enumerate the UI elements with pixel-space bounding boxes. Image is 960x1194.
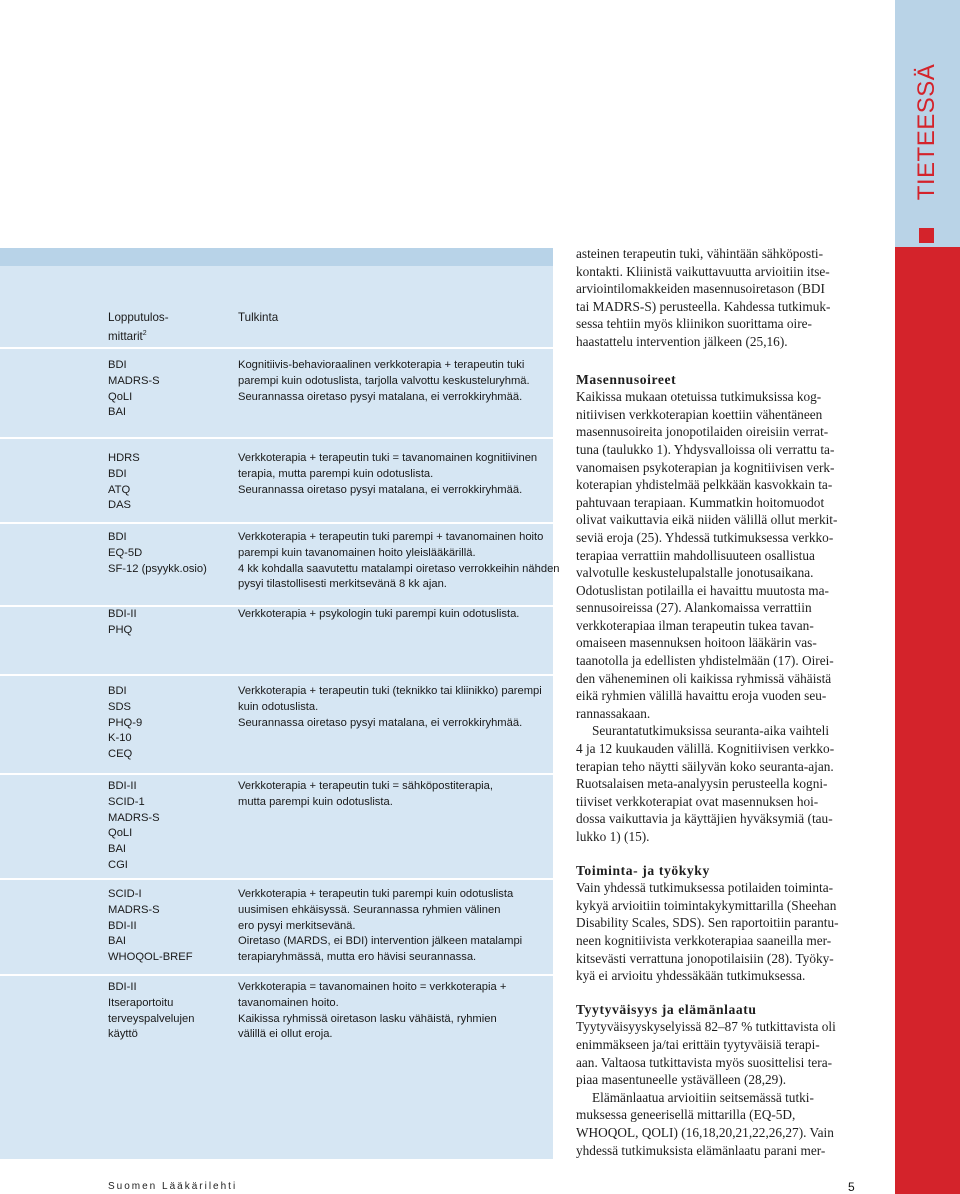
result-line: Verkkoterapia + terapeutin tuki = tavanomainen kognitiivinen <box>238 452 538 464</box>
measure: ATQ <box>108 483 131 496</box>
measure: BDI <box>108 467 127 480</box>
result-line: terapia, mutta parempi kuin odotuslista. <box>238 467 434 480</box>
text-line: aan. Valtaosa tutkittavista myös suosittelisi tera- <box>576 1054 833 1070</box>
text-line: 4 ja 12 kuukauden välillä. Kognitiivisen verkko- <box>576 741 835 757</box>
result-cell <box>238 530 560 593</box>
table-row <box>0 605 553 676</box>
header-measures <box>108 310 228 344</box>
measure: MADRS-S <box>108 903 160 916</box>
measures-cell <box>108 684 228 763</box>
body-paragraph <box>576 722 856 845</box>
result-line: välillä ei ollut eroja. <box>238 1028 333 1041</box>
result-line: Seurannassa oiretaso pysyi matalana, ei verrokkiryhmää. <box>238 716 523 729</box>
table-row <box>0 773 553 880</box>
page-number: 5 <box>848 1180 855 1194</box>
text-line: kykyä arvioitiin toimintakykymittarilla (Sheehan <box>576 897 837 913</box>
text-line: Disability Scales, SDS). Sen raportoitiin parantu- <box>576 915 839 931</box>
text-line: tai MADRS-S) perusteella. Kahdessa tutkimuk- <box>576 298 831 314</box>
table-row <box>0 522 560 607</box>
measure: Itseraportoitu <box>108 996 174 1009</box>
measures-cell <box>108 779 228 874</box>
result-line: mutta parempi kuin odotuslista. <box>238 795 393 808</box>
result-cell <box>238 779 543 811</box>
result-cell <box>238 887 543 966</box>
body-paragraph <box>576 1089 856 1159</box>
section-marker-square <box>919 228 934 243</box>
measures-cell <box>108 980 228 1043</box>
measure: WHOQOL-BREF <box>108 951 193 964</box>
measures-cell <box>108 887 228 966</box>
result-line: uusimisen ehkäisyssä. Seurannassa ryhmien välinen <box>238 903 501 916</box>
text-line: yhdessä tutkimuksista elämänlaatu parani mer- <box>576 1142 826 1158</box>
text-line: eikä ryhmien välillä havaittu eroja vuoden seu- <box>576 688 827 704</box>
table-row <box>0 347 553 439</box>
text-line: lukko 1) (15). <box>576 829 650 844</box>
section-heading: Tyytyväisyys ja elämänlaatu <box>576 1001 757 1017</box>
measure: BAI <box>108 843 127 856</box>
table-row <box>0 974 553 1161</box>
result-line: Verkkoterapia + terapeutin tuki (teknikko tai kliinikko) parempi <box>238 685 542 697</box>
header-result: Tulkinta <box>238 311 279 324</box>
text-line: Tyytyväisyyskyselyissä 82–87 % tutkittavista oli <box>576 1019 836 1035</box>
text-line: haastattelu intervention jälkeen (25,16). <box>576 333 788 349</box>
article-column <box>576 245 856 1159</box>
body-paragraph <box>576 1018 856 1088</box>
results-table <box>0 248 560 1159</box>
result-line: Verkkoterapia + psykologin tuki parempi kuin odotuslista. <box>238 608 520 620</box>
section-tab <box>895 0 960 1194</box>
section-tab-bottom <box>895 247 960 1194</box>
result-cell <box>238 451 543 498</box>
measure: PHQ-9 <box>108 716 143 729</box>
header-measures-line: Lopputulos- <box>108 311 169 324</box>
measure: QoLI <box>108 390 133 403</box>
text-line: terapiaa verrattiin mahdollisuuteen osallistua <box>576 547 815 563</box>
result-cell <box>238 358 543 405</box>
text-line: muksessa geneerisellä mittarilla (EQ-5D, <box>576 1107 796 1123</box>
text-line: Seurantatutkimuksissa seuranta-aika vaihteli <box>592 723 830 739</box>
text-line: kontakti. Kliinistä vaikuttavuutta arvioitiin itse- <box>576 263 830 279</box>
measures-cell <box>108 530 228 577</box>
result-line: Verkkoterapia + terapeutin tuki = sähköpostiterapia, <box>238 780 493 792</box>
text-line: Kaikissa mukaan otetuissa tutkimuksissa kog- <box>576 389 822 405</box>
section-label-box <box>895 0 960 247</box>
result-line: ero pysyi merkitsevänä. <box>238 919 356 932</box>
text-line: koterapian yhdistelmää pelkkään kasvokkain ta- <box>576 477 833 493</box>
measure: BDI <box>108 531 127 543</box>
measure: BDI-II <box>108 780 137 792</box>
measure: K-10 <box>108 732 132 745</box>
header-measures-text: mittarit <box>108 329 143 343</box>
publication-name: Suomen Lääkärilehti <box>108 1181 238 1192</box>
measure: SF-12 (psyykk.osio) <box>108 562 207 575</box>
text-line: kitsevästi verrattuna jonopotilaisiin (28). Työky- <box>576 950 834 966</box>
text-line: arviointilomakkeiden masennusoiretason (BDI <box>576 281 825 297</box>
result-line: Kaikissa ryhmissä oiretason lasku vähäistä, ryhmien <box>238 1012 497 1025</box>
measure: BDI <box>108 359 127 371</box>
measure: käyttö <box>108 1028 138 1041</box>
measure: PHQ <box>108 623 133 636</box>
text-line: den väheneminen oli kaikissa ryhmissä vähäistä <box>576 670 832 686</box>
result-line: kuin odotuslista. <box>238 700 319 713</box>
result-cell <box>238 607 543 623</box>
measure: BAI <box>108 935 127 948</box>
header-measures-superscript: 2 <box>142 329 147 337</box>
measures-cell <box>108 451 228 514</box>
table-row <box>0 437 553 524</box>
text-line: dossa vaikuttavia ja käyttäjien hyväksymiä (tau- <box>576 811 833 827</box>
measure: EQ-5D <box>108 546 143 559</box>
measures-cell <box>108 607 228 639</box>
measure: BDI <box>108 685 127 697</box>
intro-paragraph <box>576 245 856 351</box>
measure: SDS <box>108 700 132 713</box>
text-line: sessa tehtiin myös kliinikon suorittama oire- <box>576 316 812 332</box>
body-paragraph <box>576 388 856 722</box>
result-line: Seurannassa oiretaso pysyi matalana, ei verrokkiryhmää. <box>238 483 523 496</box>
text-line: enimmäkseen ja/tai erittäin tyytyväisiä terapi- <box>576 1036 820 1052</box>
text-line: seviä eroja (25). Yhdessä tutkimuksessa verkko- <box>576 529 834 545</box>
measure: QoLI <box>108 827 133 840</box>
text-line: WHOQOL, QOLI) (16,18,20,21,22,26,27). Vain <box>576 1124 834 1140</box>
measure: SCID-I <box>108 888 142 900</box>
measure: MADRS-S <box>108 374 160 387</box>
text-line: pahtuvaan terapiaan. Kummatkin hoitomuodot <box>576 494 825 510</box>
section-heading: Masennusoireet <box>576 371 677 387</box>
result-cell <box>238 980 543 1043</box>
result-line: Verkkoterapia + terapeutin tuki parempi kuin odotuslista <box>238 888 514 900</box>
measure: HDRS <box>108 452 140 464</box>
text-line: terapian teho näytti säilyvän koko seuranta-ajan. <box>576 758 834 774</box>
result-line: Oiretaso (MARDS, ei BDI) intervention jälkeen matalampi <box>238 935 523 948</box>
text-line: asteinen terapeutin tuki, vähintään sähköposti- <box>576 246 824 261</box>
measure: BAI <box>108 406 127 419</box>
measures-cell <box>108 358 228 421</box>
text-line: kyä ei arvioitu yhdessäkään tutkimuksessa. <box>576 968 806 984</box>
text-line: vanomaisen psykoterapian ja kognitiivisen verk- <box>576 459 835 475</box>
text-line: Ruotsalaisen meta-analyysin perusteella kogni- <box>576 776 828 792</box>
measure: SCID-1 <box>108 795 145 808</box>
result-line: parempi kuin tavanomainen hoito yleislääkärillä. <box>238 546 476 559</box>
text-line: taanotolla ja edellisten yhdistelmään (17). Oirei- <box>576 653 834 669</box>
text-line: tiiviset verkkoterapiat ovat masennuksen hoi- <box>576 793 819 809</box>
header-measures-line <box>108 326 228 345</box>
result-line: Kognitiivis-behavioraalinen verkkoterapia + terapeutin tuki <box>238 359 525 371</box>
result-line: parempi kuin odotuslista, tarjolla valvottu keskusteluryhmä. <box>238 374 530 387</box>
result-line: Verkkoterapia + terapeutin tuki parempi + tavanomainen hoito <box>238 531 544 543</box>
measure: MADRS-S <box>108 811 160 824</box>
body-paragraph <box>576 879 856 985</box>
measure: DAS <box>108 499 132 512</box>
text-line: nitiivisen verkkoterapian koettiin vähentäneen <box>576 406 823 422</box>
text-line: olivat vaikuttavia eikä niiden välillä ollut merkit- <box>576 512 838 528</box>
result-line: tavanomainen hoito. <box>238 996 339 1009</box>
measure: BDI-II <box>108 608 137 620</box>
text-line: neen kognitiivista verkkoterapiaa saaneilla mer- <box>576 932 832 948</box>
measure: CEQ <box>108 748 133 761</box>
result-line: pysyi tilastollisesti merkitsevänä 8 kk ajan. <box>238 578 447 591</box>
result-line: 4 kk kohdalla saavutettu matalampi oiretaso verrokkeihin nähden <box>238 562 560 575</box>
text-line: Vain yhdessä tutkimuksessa potilaiden toiminta- <box>576 880 834 896</box>
text-line: valvotulle keskustelupalstalle jonotusaikana. <box>576 565 814 581</box>
text-line: piaa masentuneelle ystävälleen (28,29). <box>576 1072 787 1088</box>
result-line: Seurannassa oiretaso pysyi matalana, ei verrokkiryhmää. <box>238 390 523 403</box>
text-line: Elämänlaatua arvioitiin seitsemässä tutki- <box>592 1089 814 1105</box>
text-line: verkkoterapiaa ilman terapeutin tukea tavan- <box>576 617 814 633</box>
section-label: TIETEESSÄ <box>913 63 940 201</box>
text-line: rannassakaan. <box>576 705 651 721</box>
text-line: sennusoireissa (27). Alankomaissa verrattiin <box>576 600 812 616</box>
text-line: omaiseen masennuksen hoitoon lääkärin vas- <box>576 635 817 651</box>
measure: BDI-II <box>108 919 137 932</box>
table-row <box>0 674 553 775</box>
text-line: tuna (taulukko 1). Yhdysvalloissa oli verrattu ta- <box>576 441 835 457</box>
text-line: masennusoireita jonopotilaiden oireisiin verrat- <box>576 424 829 440</box>
result-cell <box>238 684 543 731</box>
section-heading: Toiminta- ja työkyky <box>576 862 710 878</box>
measure: BDI-II <box>108 981 137 993</box>
table-row <box>0 878 553 976</box>
table-top-bar <box>0 248 553 266</box>
result-line: terapiaryhmässä, mutta ero hävisi seurannassa. <box>238 951 477 964</box>
measure: terveyspalvelujen <box>108 1012 195 1025</box>
text-line: Odotuslistan potilailla ei havaittu muutosta ma- <box>576 582 829 598</box>
measure: CGI <box>108 858 128 871</box>
result-line: Verkkoterapia = tavanomainen hoito = verkkoterapia + <box>238 981 507 993</box>
